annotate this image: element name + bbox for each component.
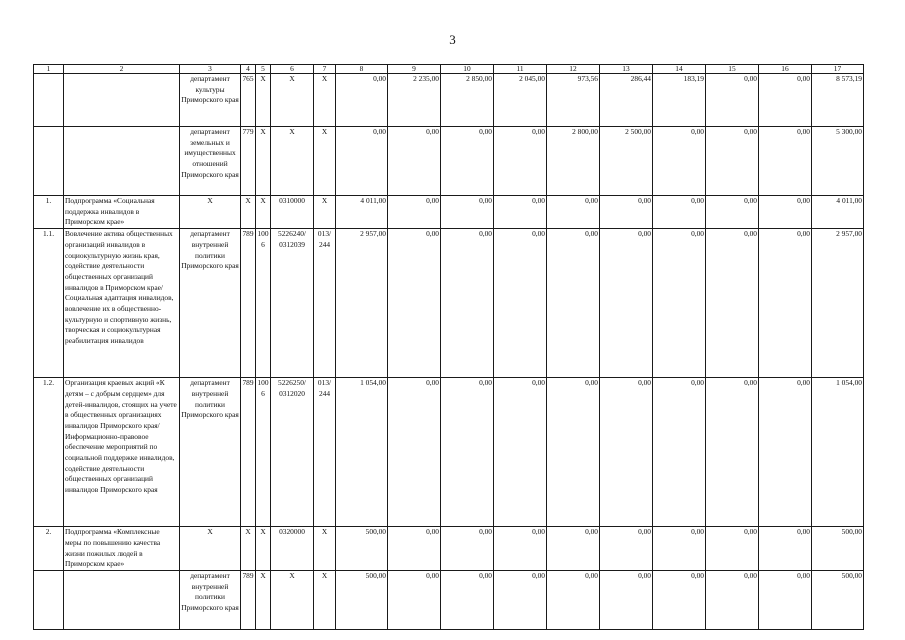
amount-cell: 0,00 [759, 74, 812, 127]
responsible-executor: X [180, 196, 241, 229]
grbs-code: X [241, 527, 256, 571]
amount-cell: 0,00 [388, 527, 441, 571]
amount-cell: 0,00 [706, 570, 759, 629]
amount-cell: 0,00 [759, 378, 812, 527]
amount-cell: 0,00 [547, 229, 600, 378]
table-row [34, 570, 864, 629]
amount-cell: 0,00 [388, 229, 441, 378]
section-code: X [256, 196, 271, 229]
amount-cell: 0,00 [600, 378, 653, 527]
column-number-10: 10 [441, 65, 494, 74]
total-amount: 5 300,00 [812, 127, 864, 196]
amount-cell: 0,00 [494, 127, 547, 196]
expense-type-code: X [314, 127, 336, 196]
target-article-code: 5226240/ 0312039 [271, 229, 314, 378]
expense-type-code: 013/ 244 [314, 378, 336, 527]
amount-cell: 973,56 [547, 74, 600, 127]
column-number-7: 7 [314, 65, 336, 74]
table-row [34, 378, 864, 527]
amount-cell: 2 045,00 [494, 74, 547, 127]
amount-cell: 0,00 [388, 378, 441, 527]
amount-cell: 0,00 [547, 196, 600, 229]
amount-cell: 2 800,00 [547, 127, 600, 196]
amount-cell: 0,00 [388, 196, 441, 229]
amount-cell: 2 235,00 [388, 74, 441, 127]
amount-cell: 2 957,00 [336, 229, 388, 378]
grbs-code: 789 [241, 570, 256, 629]
column-number-4: 4 [241, 65, 256, 74]
amount-cell: 0,00 [706, 527, 759, 571]
amount-cell: 0,00 [441, 570, 494, 629]
amount-cell: 0,00 [706, 127, 759, 196]
section-code: X [256, 74, 271, 127]
row-number [34, 74, 64, 127]
column-number-17: 17 [812, 65, 864, 74]
amount-cell: 0,00 [494, 196, 547, 229]
program-name: Вовлечение актива общественных организаций инвалидов в социокультурную жизнь края, содействие деятельности общественных организаций инвалидов в Приморском крае/ Социальная адаптация инвалидов, вовлечение их в общественно-культурную и спортивную жизнь, творческая и социокультурная реабилитация инвалидов [64, 229, 180, 378]
column-number-15: 15 [706, 65, 759, 74]
amount-cell: 500,00 [336, 527, 388, 571]
responsible-executor: департамент культуры Приморского края [180, 74, 241, 127]
section-code: X [256, 570, 271, 629]
budget-table [33, 64, 864, 630]
amount-cell: 0,00 [441, 127, 494, 196]
amount-cell: 0,00 [653, 229, 706, 378]
amount-cell: 0,00 [600, 229, 653, 378]
grbs-code: 765 [241, 74, 256, 127]
target-article-code: 0320000 [271, 527, 314, 571]
amount-cell: 4 011,00 [336, 196, 388, 229]
amount-cell: 0,00 [759, 527, 812, 571]
amount-cell: 0,00 [441, 527, 494, 571]
row-number: 1.2. [34, 378, 64, 527]
table-row [34, 527, 864, 571]
amount-cell: 0,00 [336, 74, 388, 127]
table-row [34, 74, 864, 127]
column-number-2: 2 [64, 65, 180, 74]
total-amount: 500,00 [812, 527, 864, 571]
amount-cell: 0,00 [600, 527, 653, 571]
amount-cell: 0,00 [494, 527, 547, 571]
program-name [64, 570, 180, 629]
amount-cell: 0,00 [600, 196, 653, 229]
amount-cell: 0,00 [441, 229, 494, 378]
column-number-14: 14 [653, 65, 706, 74]
row-number: 1. [34, 196, 64, 229]
row-number: 2. [34, 527, 64, 571]
amount-cell: 0,00 [653, 127, 706, 196]
grbs-code: 789 [241, 378, 256, 527]
amount-cell: 0,00 [600, 570, 653, 629]
section-code: 1006 [256, 229, 271, 378]
total-amount: 8 573,19 [812, 74, 864, 127]
amount-cell: 0,00 [441, 378, 494, 527]
section-code: 1006 [256, 378, 271, 527]
grbs-code: X [241, 196, 256, 229]
amount-cell: 0,00 [388, 127, 441, 196]
amount-cell: 0,00 [759, 229, 812, 378]
responsible-executor: департамент земельных и имущественных отношений Приморского края [180, 127, 241, 196]
total-amount: 500,00 [812, 570, 864, 629]
column-number-13: 13 [600, 65, 653, 74]
amount-cell: 0,00 [653, 570, 706, 629]
responsible-executor: X [180, 527, 241, 571]
row-number: 1.1. [34, 229, 64, 378]
amount-cell: 1 054,00 [336, 378, 388, 527]
page-number: 3 [449, 32, 456, 47]
table-row [34, 196, 864, 229]
column-number-3: 3 [180, 65, 241, 74]
row-number [34, 570, 64, 629]
program-name: Организация краевых акций «К детям – с добрым сердцем» для детей-инвалидов, стоящих на учете в общественных организациях инвалидов Приморского края/ Информационно-правовое обеспечение мероприятий по социальной поддержке инвалидов, содействие деятельности общественных организаций инвалидов Приморского края [64, 378, 180, 527]
total-amount: 2 957,00 [812, 229, 864, 378]
amount-cell: 183,19 [653, 74, 706, 127]
program-name: Подпрограмма «Социальная поддержка инвалидов в Приморском крае» [64, 196, 180, 229]
target-article-code: X [271, 74, 314, 127]
expense-type-code: X [314, 74, 336, 127]
column-number-9: 9 [388, 65, 441, 74]
amount-cell: 0,00 [494, 378, 547, 527]
table-row [34, 127, 864, 196]
target-article-code: 5226250/ 0312020 [271, 378, 314, 527]
table-body [34, 65, 864, 630]
program-name: Подпрограмма «Комплексные меры по повышению качества жизни пожилых людей в Приморском крае» [64, 527, 180, 571]
amount-cell: 0,00 [547, 527, 600, 571]
column-number-5: 5 [256, 65, 271, 74]
total-amount: 4 011,00 [812, 196, 864, 229]
program-name [64, 127, 180, 196]
total-amount: 1 054,00 [812, 378, 864, 527]
amount-cell: 0,00 [759, 570, 812, 629]
column-number-16: 16 [759, 65, 812, 74]
target-article-code: X [271, 570, 314, 629]
amount-cell: 0,00 [388, 570, 441, 629]
section-code: X [256, 127, 271, 196]
target-article-code: 0310000 [271, 196, 314, 229]
amount-cell: 0,00 [706, 196, 759, 229]
amount-cell: 286,44 [600, 74, 653, 127]
expense-type-code: X [314, 527, 336, 571]
amount-cell: 0,00 [706, 378, 759, 527]
amount-cell: 2 500,00 [600, 127, 653, 196]
amount-cell: 500,00 [336, 570, 388, 629]
expense-type-code: 013/ 244 [314, 229, 336, 378]
responsible-executor: департамент внутренней политики Приморского края [180, 570, 241, 629]
column-number-6: 6 [271, 65, 314, 74]
expense-type-code: X [314, 570, 336, 629]
amount-cell: 0,00 [547, 378, 600, 527]
column-number-8: 8 [336, 65, 388, 74]
amount-cell: 0,00 [494, 229, 547, 378]
amount-cell: 0,00 [706, 229, 759, 378]
column-number-1: 1 [34, 65, 64, 74]
amount-cell: 0,00 [653, 196, 706, 229]
target-article-code: X [271, 127, 314, 196]
amount-cell: 0,00 [653, 527, 706, 571]
column-number-11: 11 [494, 65, 547, 74]
section-code: X [256, 527, 271, 571]
grbs-code: 789 [241, 229, 256, 378]
column-number-row [34, 65, 864, 74]
responsible-executor: департамент внутренней политики Приморского края [180, 229, 241, 378]
amount-cell: 0,00 [706, 74, 759, 127]
table-row [34, 229, 864, 378]
amount-cell: 0,00 [494, 570, 547, 629]
amount-cell: 0,00 [653, 378, 706, 527]
responsible-executor: департамент внутренней политики Приморского края [180, 378, 241, 527]
amount-cell: 0,00 [759, 196, 812, 229]
program-name [64, 74, 180, 127]
grbs-code: 779 [241, 127, 256, 196]
amount-cell: 0,00 [441, 196, 494, 229]
amount-cell: 0,00 [547, 570, 600, 629]
expense-type-code: X [314, 196, 336, 229]
column-number-12: 12 [547, 65, 600, 74]
row-number [34, 127, 64, 196]
amount-cell: 0,00 [336, 127, 388, 196]
amount-cell: 2 850,00 [441, 74, 494, 127]
amount-cell: 0,00 [759, 127, 812, 196]
